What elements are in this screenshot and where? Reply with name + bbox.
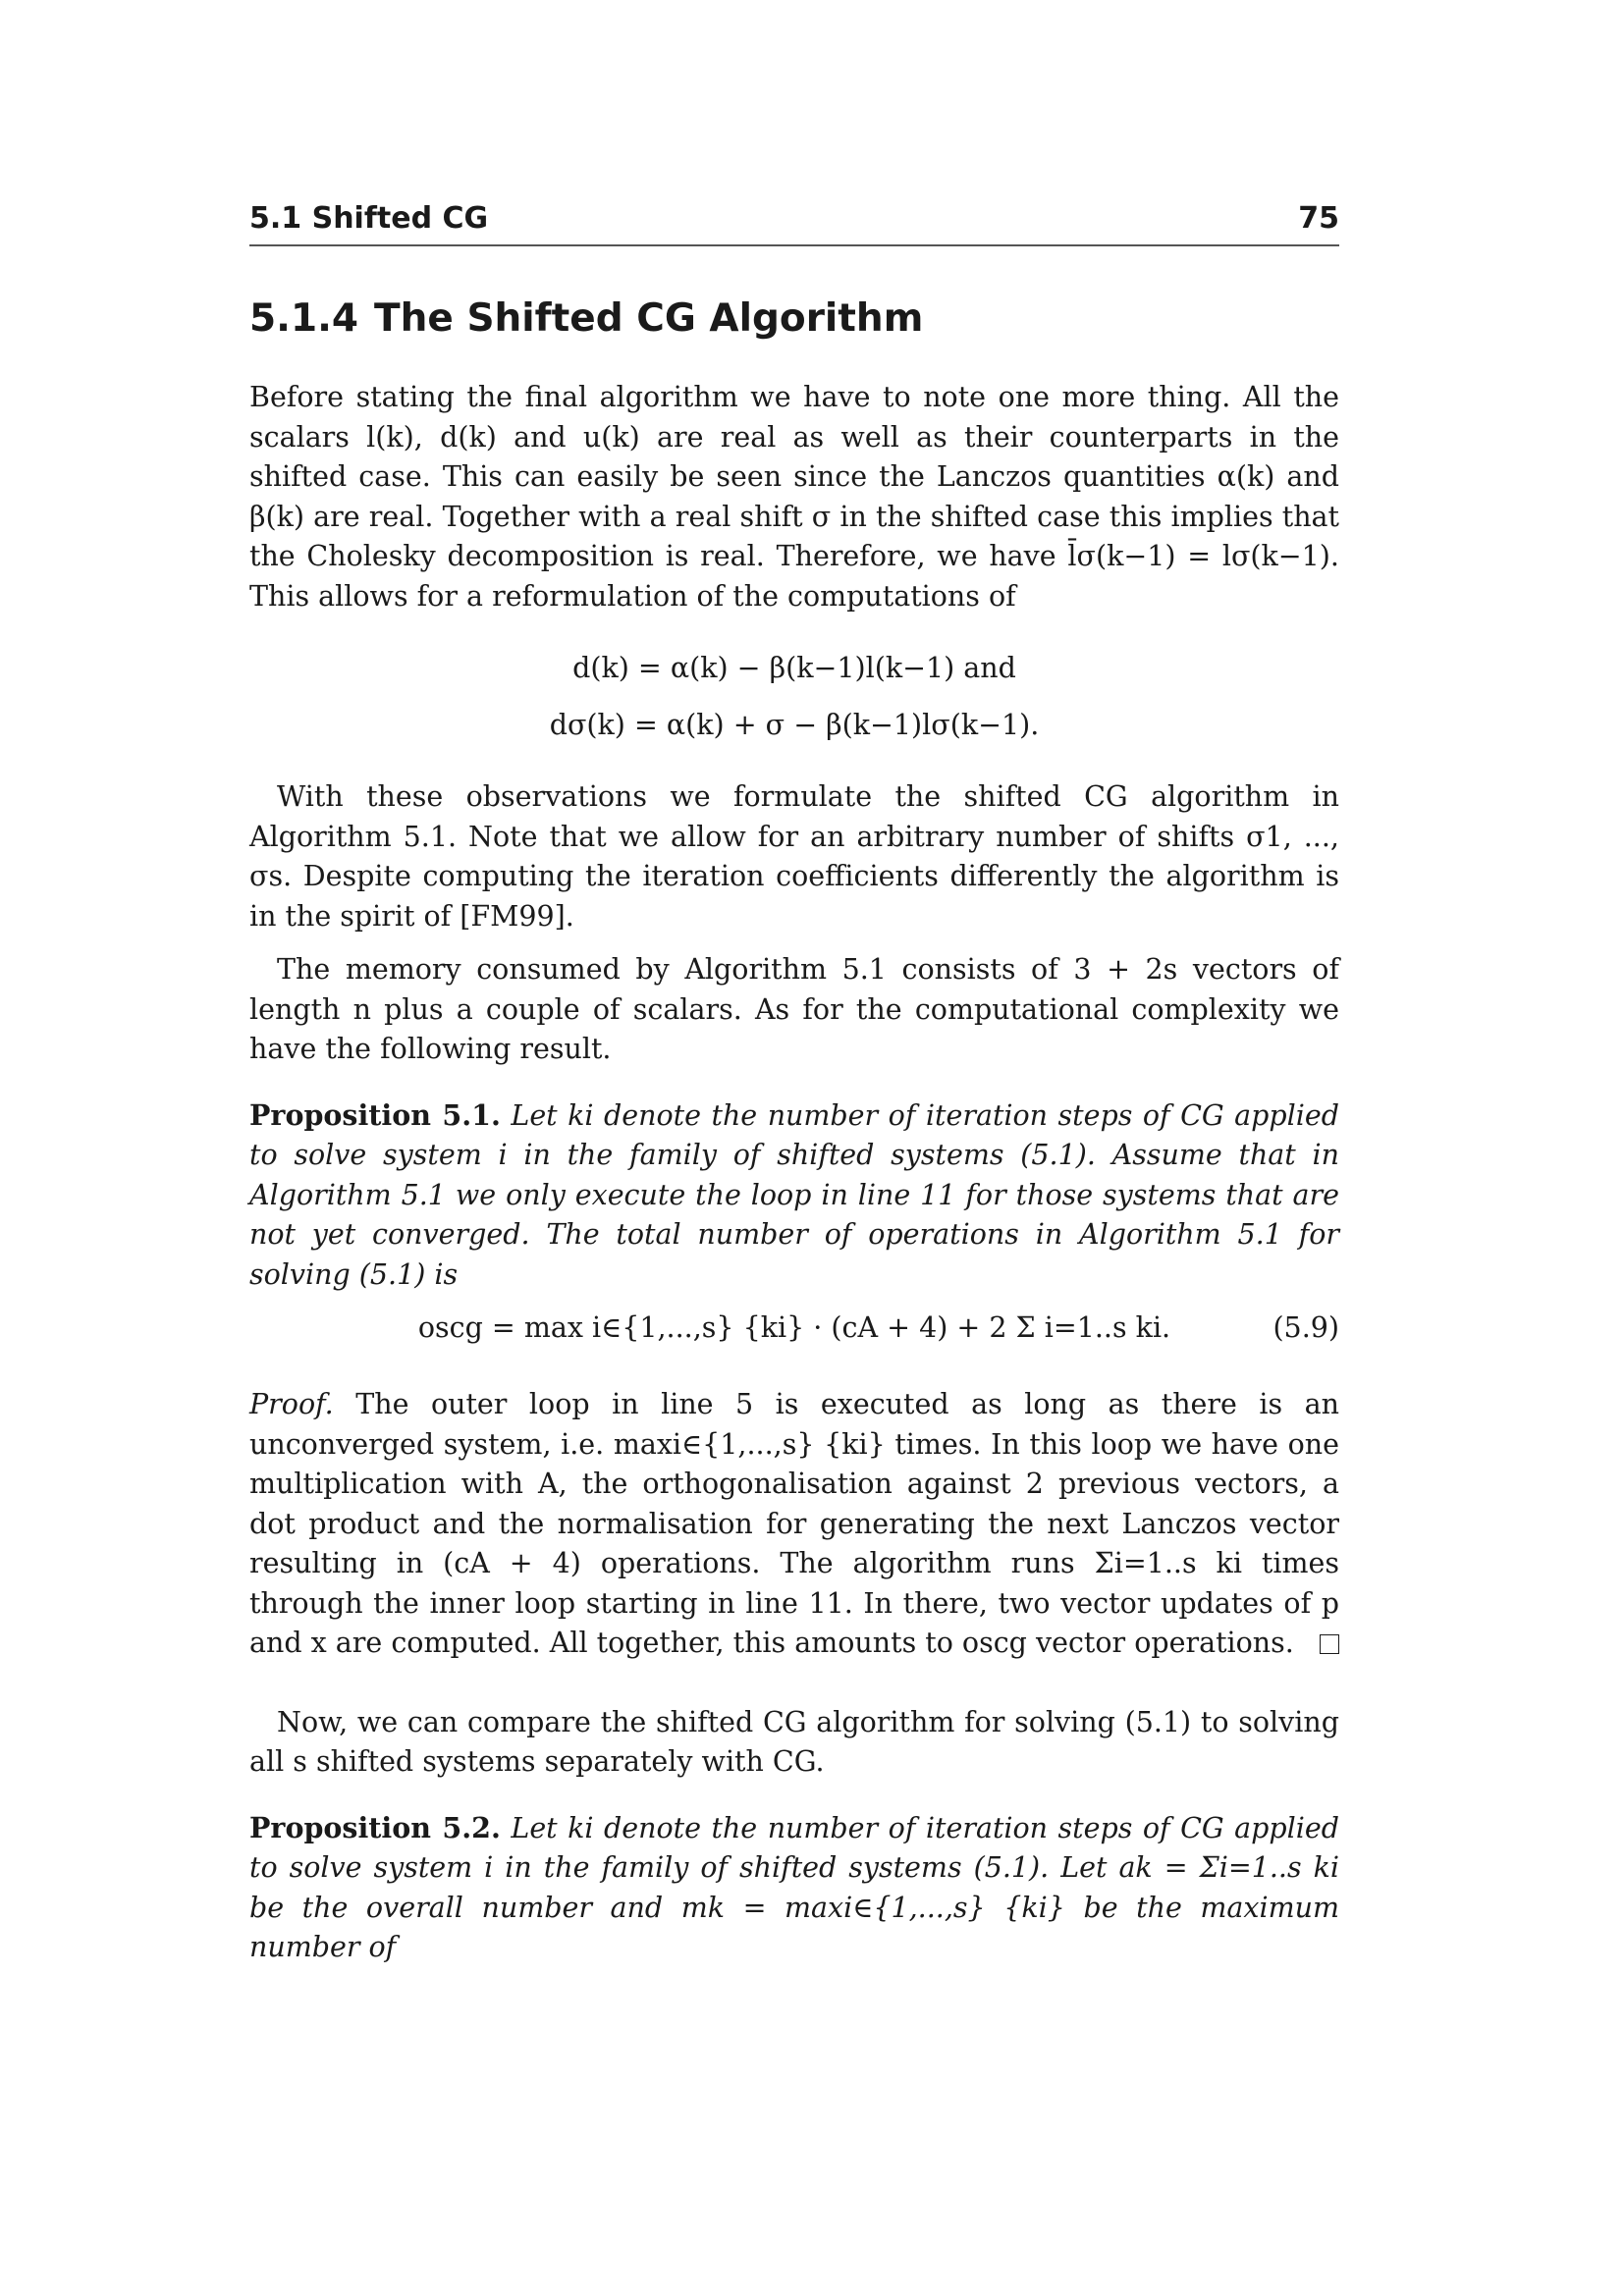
running-header bbox=[249, 201, 1339, 246]
paragraph-observations: With these observations we formulate the shifted CG algorithm in Algorithm 5.1. Note that we allow for an arbitrary number of shifts σ1, ..., σs. Despite computing the iteration coefficients differently the algorithm is in the spirit of [FM99]. bbox=[249, 780, 1339, 933]
proof bbox=[249, 1385, 1339, 1664]
proposition-5-2 bbox=[249, 1808, 1339, 1968]
equation-d: d(k) = α(k) − β(k−1)l(k−1) and bbox=[572, 652, 1016, 684]
proposition-5-2-text: Let ki denote the number of iteration steps of CG applied to solve system i in the family of shifted systems (5.1). Let ak = Σi=1..s ki be the overall number and mk = maxi∈{1,...,s} {ki} be the maximum number of bbox=[249, 1811, 1339, 1963]
qed-square-icon bbox=[1320, 1634, 1339, 1654]
equation-5-9 bbox=[249, 1299, 1339, 1358]
section-title: The Shifted CG Algorithm bbox=[374, 296, 924, 341]
header-section: 5.1 Shifted CG bbox=[249, 201, 489, 236]
equation-d-sigma: dσ(k) = α(k) + σ − β(k−1)lσ(k−1). bbox=[549, 709, 1040, 741]
proposition-5-2-label: Proposition 5.2. bbox=[249, 1810, 501, 1844]
proof-text: The outer loop in line 5 is executed as long as there is an unconverged system, i.e. maxi∈{1,...,s} {ki} times. In this loop we have one multiplication with A, the orthogonalisation against 2 previous vectors, a dot product and the normalisation for generating the next Lanczos vector resulting in (cA + 4) operations. The algorithm runs Σi=1..s ki times through the inner loop starting in line 11. In there, two vector updates of p and x are computed. All together, this amounts to oscg vector operations. bbox=[249, 1388, 1339, 1659]
paragraph-compare: Now, we can compare the shifted CG algorithm for solving (5.1) to solving all s shifted systems separately with CG. bbox=[249, 1705, 1339, 1778]
proof-label: Proof. bbox=[249, 1388, 334, 1420]
equation-block bbox=[249, 640, 1339, 754]
equation-5-9-body: oscg = max i∈{1,...,s} {ki} · (cA + 4) + 2 Σ i=1..s ki. bbox=[417, 1311, 1171, 1344]
section-heading bbox=[249, 296, 923, 341]
proposition-5-1-label: Proposition 5.1. bbox=[249, 1097, 501, 1132]
page-body bbox=[249, 378, 1339, 1968]
page-number: 75 bbox=[1298, 201, 1339, 236]
section-number: 5.1.4 bbox=[249, 296, 359, 341]
paragraph-memory: The memory consumed by Algorithm 5.1 consists of 3 + 2s vectors of length n plus a couple of scalars. As for the computational complexity we have the following result. bbox=[249, 953, 1339, 1065]
proposition-5-1-text: Let ki denote the number of iteration steps of CG applied to solve system i in the family of shifted systems (5.1). Assume that in Algorithm 5.1 we only execute the loop in line 11 for those systems that are not yet converged. The total number of operations in Algorithm 5.1 for solving (5.1) is bbox=[249, 1098, 1339, 1291]
proposition-5-1 bbox=[249, 1095, 1339, 1296]
equation-number: (5.9) bbox=[1272, 1311, 1339, 1344]
paragraph-intro: Before stating the final algorithm we have to note one more thing. All the scalars l(k), d(k) and u(k) are real as well as their counterparts in the shifted case. This can easily be seen since the Lanczos quantities α(k) and β(k) are real. Together with a real shift σ in the shifted case this implies that the Cholesky decomposition is real. Therefore, we have l̄σ(k−1) = lσ(k−1). This allows for a reformulation of the computations of bbox=[249, 381, 1339, 613]
